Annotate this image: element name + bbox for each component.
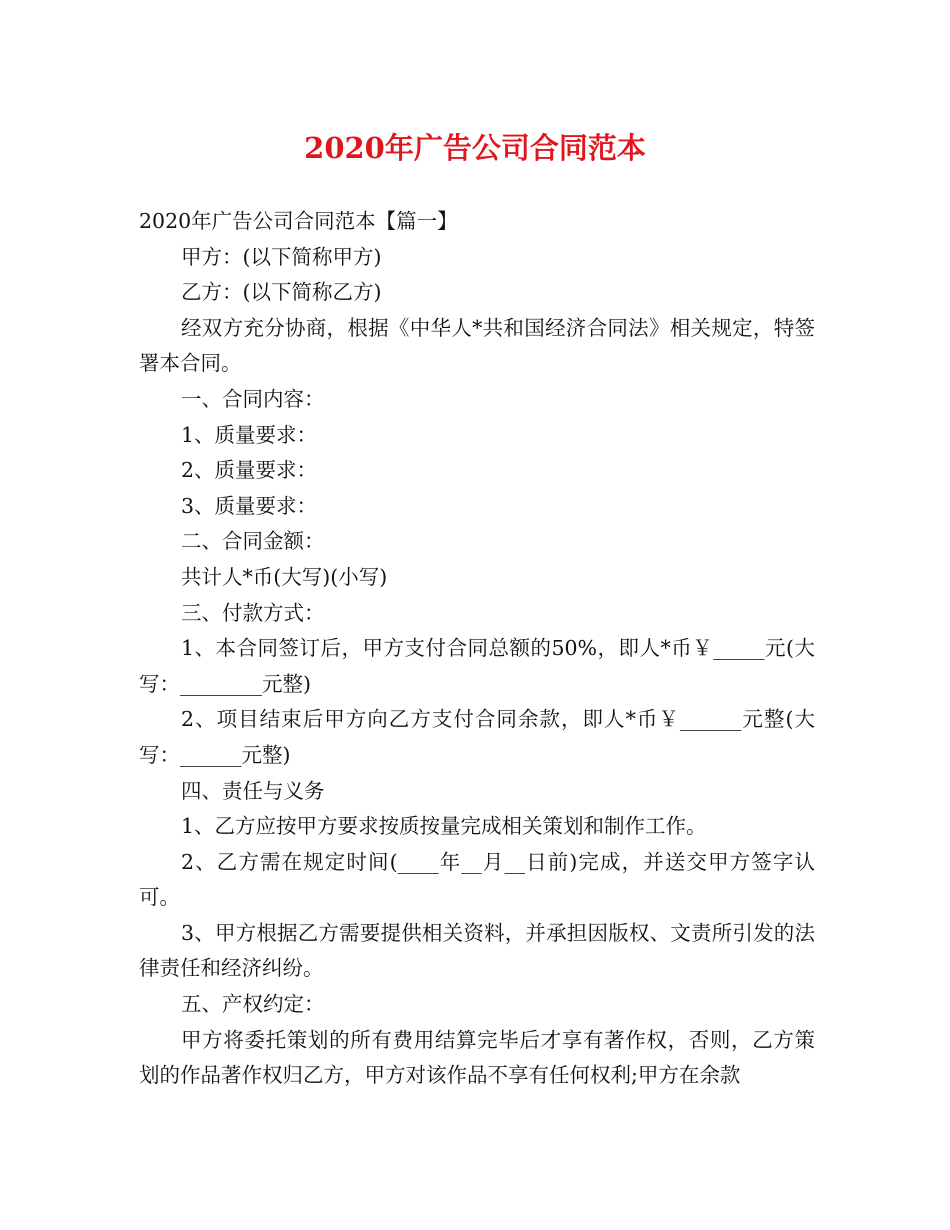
paragraph: 经双方充分协商，根据《中华人*共和国经济合同法》相关规定，特签署本合同。 — [139, 315, 815, 376]
paragraph: 3、甲方根据乙方需要提供相关资料，并承担因版权、文责所引发的法律责任和经济纠纷。 — [139, 920, 815, 981]
paragraph: 3、质量要求： — [181, 493, 318, 518]
paragraph: 1、质量要求： — [181, 422, 318, 447]
paragraph: 共计人*币(大写)(小写) — [181, 564, 388, 589]
paragraph: 2、乙方需在规定时间(____年__月__日前)完成，并送交甲方签字认可。 — [139, 849, 815, 910]
document-body — [139, 204, 815, 1094]
paragraph: 1、本合同签订后，甲方支付合同总额的50%，即人*币￥_____元(大写：________元整) — [139, 636, 815, 696]
paragraph: 甲方：(以下简称甲方) — [181, 244, 382, 269]
paragraph: 四、责任与义务 — [181, 778, 325, 803]
paragraph: 甲方将委托策划的所有费用结算完毕后才享有著作权，否则，乙方策划的作品著作权归乙方，甲方对该作品不享有任何权利;甲方在余款 — [139, 1027, 815, 1088]
paragraph: 乙方：(以下简称乙方) — [181, 280, 382, 305]
paragraph: 2、质量要求： — [181, 458, 318, 483]
paragraph: 二、合同金额： — [181, 529, 325, 554]
paragraph: 2、项目结束后甲方向乙方支付合同余款，即人*币￥______元整(大写：______元整) — [139, 707, 815, 767]
paragraph: 五、产权约定： — [181, 992, 325, 1017]
paragraph: 三、付款方式： — [181, 600, 325, 625]
paragraph: 1、乙方应按甲方要求按质按量完成相关策划和制作工作。 — [181, 814, 707, 839]
paragraph: 2020年广告公司合同范本【篇一】 — [139, 209, 458, 233]
paragraph: 一、合同内容： — [181, 386, 325, 411]
document-title: 2020年广告公司合同范本 — [304, 131, 646, 165]
